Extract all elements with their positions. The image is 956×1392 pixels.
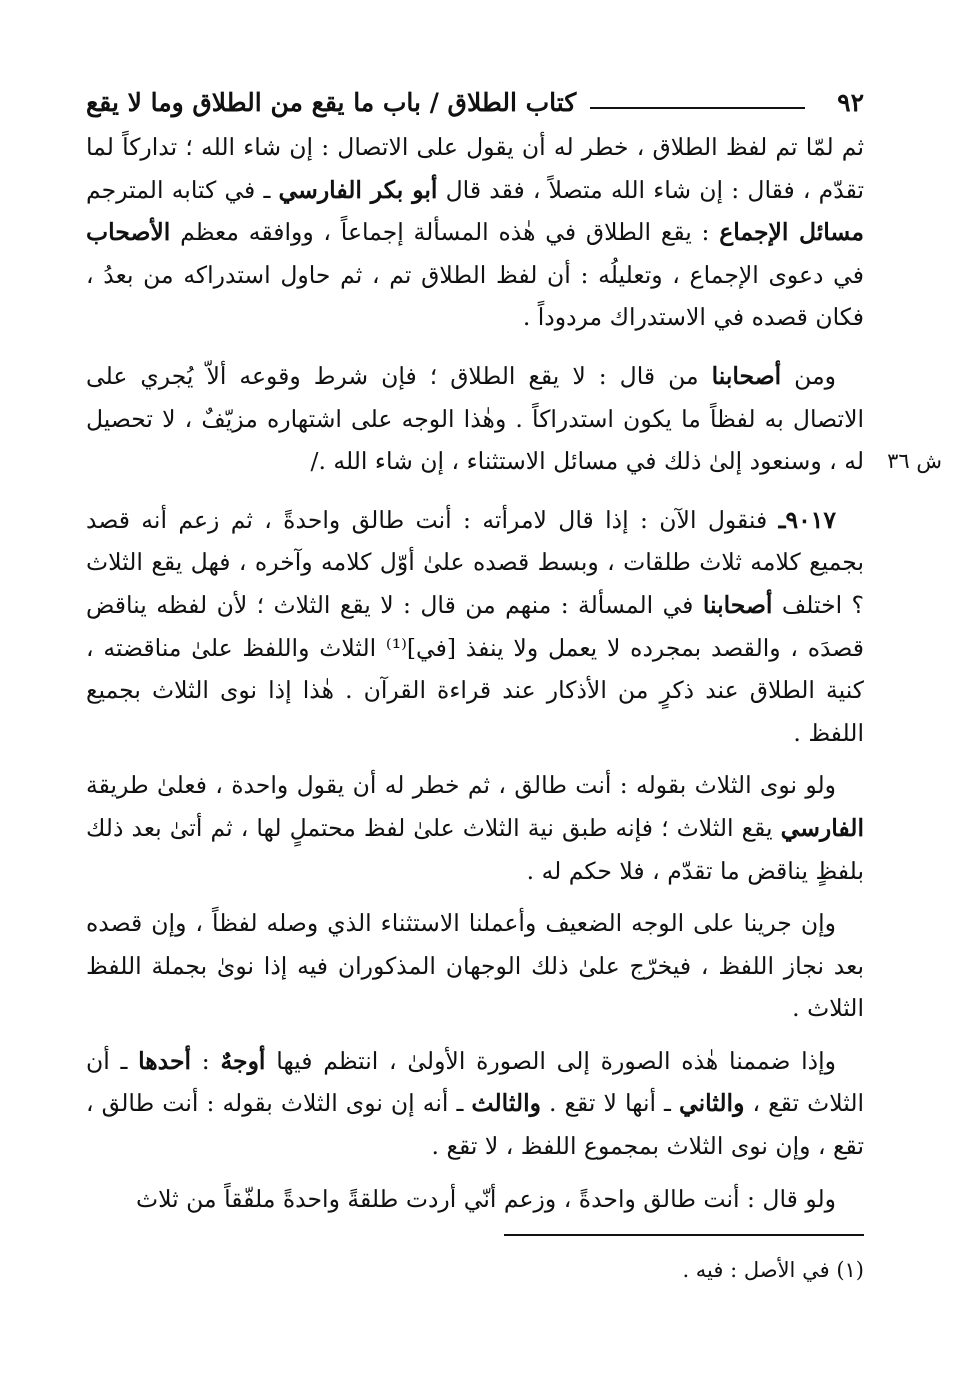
footnote-rule [504, 1234, 864, 1236]
paragraph-5: وإن جرينا على الوجه الضعيف وأعملنا الاستثناء الذي وصله لفظاً ، وإن قصده بعد نجاز اللفظ ، فيخرّج علىٰ ذلك الوجهان المذكوران فيه إذا نوىٰ بجملة اللفظ الثلاث . [86, 909, 864, 1023]
paragraph-2: ومن أصحابنا من قال : لا يقع الطلاق ؛ فإن شرط وقوعه ألاّ يُجري على الاتصال به لفظاً ما يكون استدراكاً . وهٰذا الوجه على اشتهاره مزيّفٌ ، لا تحصيل له ، وسنعود إلىٰ ذلك في مسائل الاستثناء ، إن شاء الله ./ [86, 361, 864, 476]
footnote-marker: (١) [836, 1258, 864, 1283]
footnote-text: في الأصل : فيه . [682, 1258, 830, 1283]
paragraph-4: ولو نوى الثلاث بقوله : أنت طالق ، ثم خطر له أن يقول واحدة ، فعلىٰ طريقة الفارسي يقع الثلاث ؛ فإنه طبق نية الثلاث علىٰ لفظ محتملٍ لها ، ثم أتىٰ بعد ذلك بلفظٍ يناقض ما تقدّم ، فلا حكم له . [86, 771, 864, 885]
paragraph-1: ثم لمّا تم لفظ الطلاق ، خطر له أن يقول على الاتصال : إن شاء الله ؛ تداركاً لما تقدّم ، فقال : إن شاء الله متصلاً ، فقد قال أبو بكر الفارسي ـ في كتابه المترجم مسائل الإجماع : يقع الطلاق في هٰذه المسألة إجماعاً ، ووافقه معظم الأصحاب في دعوى الإجماع ، وتعليلُه : أن لفظ الطلاق تم ، ثم حاول استدراكه من بعدُ ، فكان قصده في الاستدراك مردوداً . [86, 133, 864, 332]
footnote [86, 1258, 864, 1282]
paragraph-7: ولو قال : أنت طالق واحدةً ، وزعم أنّي أردت طلقةً واحدةً ملفّقاً من ثلاث [136, 1184, 836, 1213]
page-number: ٩٢ [837, 87, 864, 117]
margin-folio-note: ش ٣٦ [887, 448, 942, 473]
running-title: كتاب الطلاق / باب ما يقع من الطلاق وما لا يقع [86, 87, 577, 117]
page-header [86, 78, 864, 126]
page [86, 78, 942, 1283]
paragraph-3: ٩٠١٧ـ فنقول الآن : إذا قال لامرأته : أنت طالق واحدةً ، ثم زعم أنه قصد بجميع كلامه ثلاث طلقات ، وبسط قصده علىٰ أوّل كلامه وآخره ، فهل يقع الثلاث ؟ اختلف أصحابنا في المسألة : منهم من قال : لا يقع الثلاث ؛ لأن لفظه يناقض قصدَه ، والقصد بمجرده لا يعمل ولا ينفذ [في]⁽¹⁾ الثلاث واللفظ علىٰ مناقضته ، كنية الطلاق عند ذكرٍ من الأذكار عند قراءة القرآن . هٰذا إذا نوى الثلاث بجميع اللفظ . [86, 505, 865, 747]
paragraph-6: وإذا ضممنا هٰذه الصورة إلى الصورة الأولىٰ ، انتظم فيها أوجهٌ : أحدها ـ أن الثلاث تقع ، والثاني ـ أنها لا تقع . والثالث ـ أنه إن نوى الثلاث بقوله : أنت طالق ، تقع ، وإن نوى الثلاث بمجموع اللفظ ، لا تقع . [86, 1046, 865, 1161]
header-rule [590, 107, 805, 109]
